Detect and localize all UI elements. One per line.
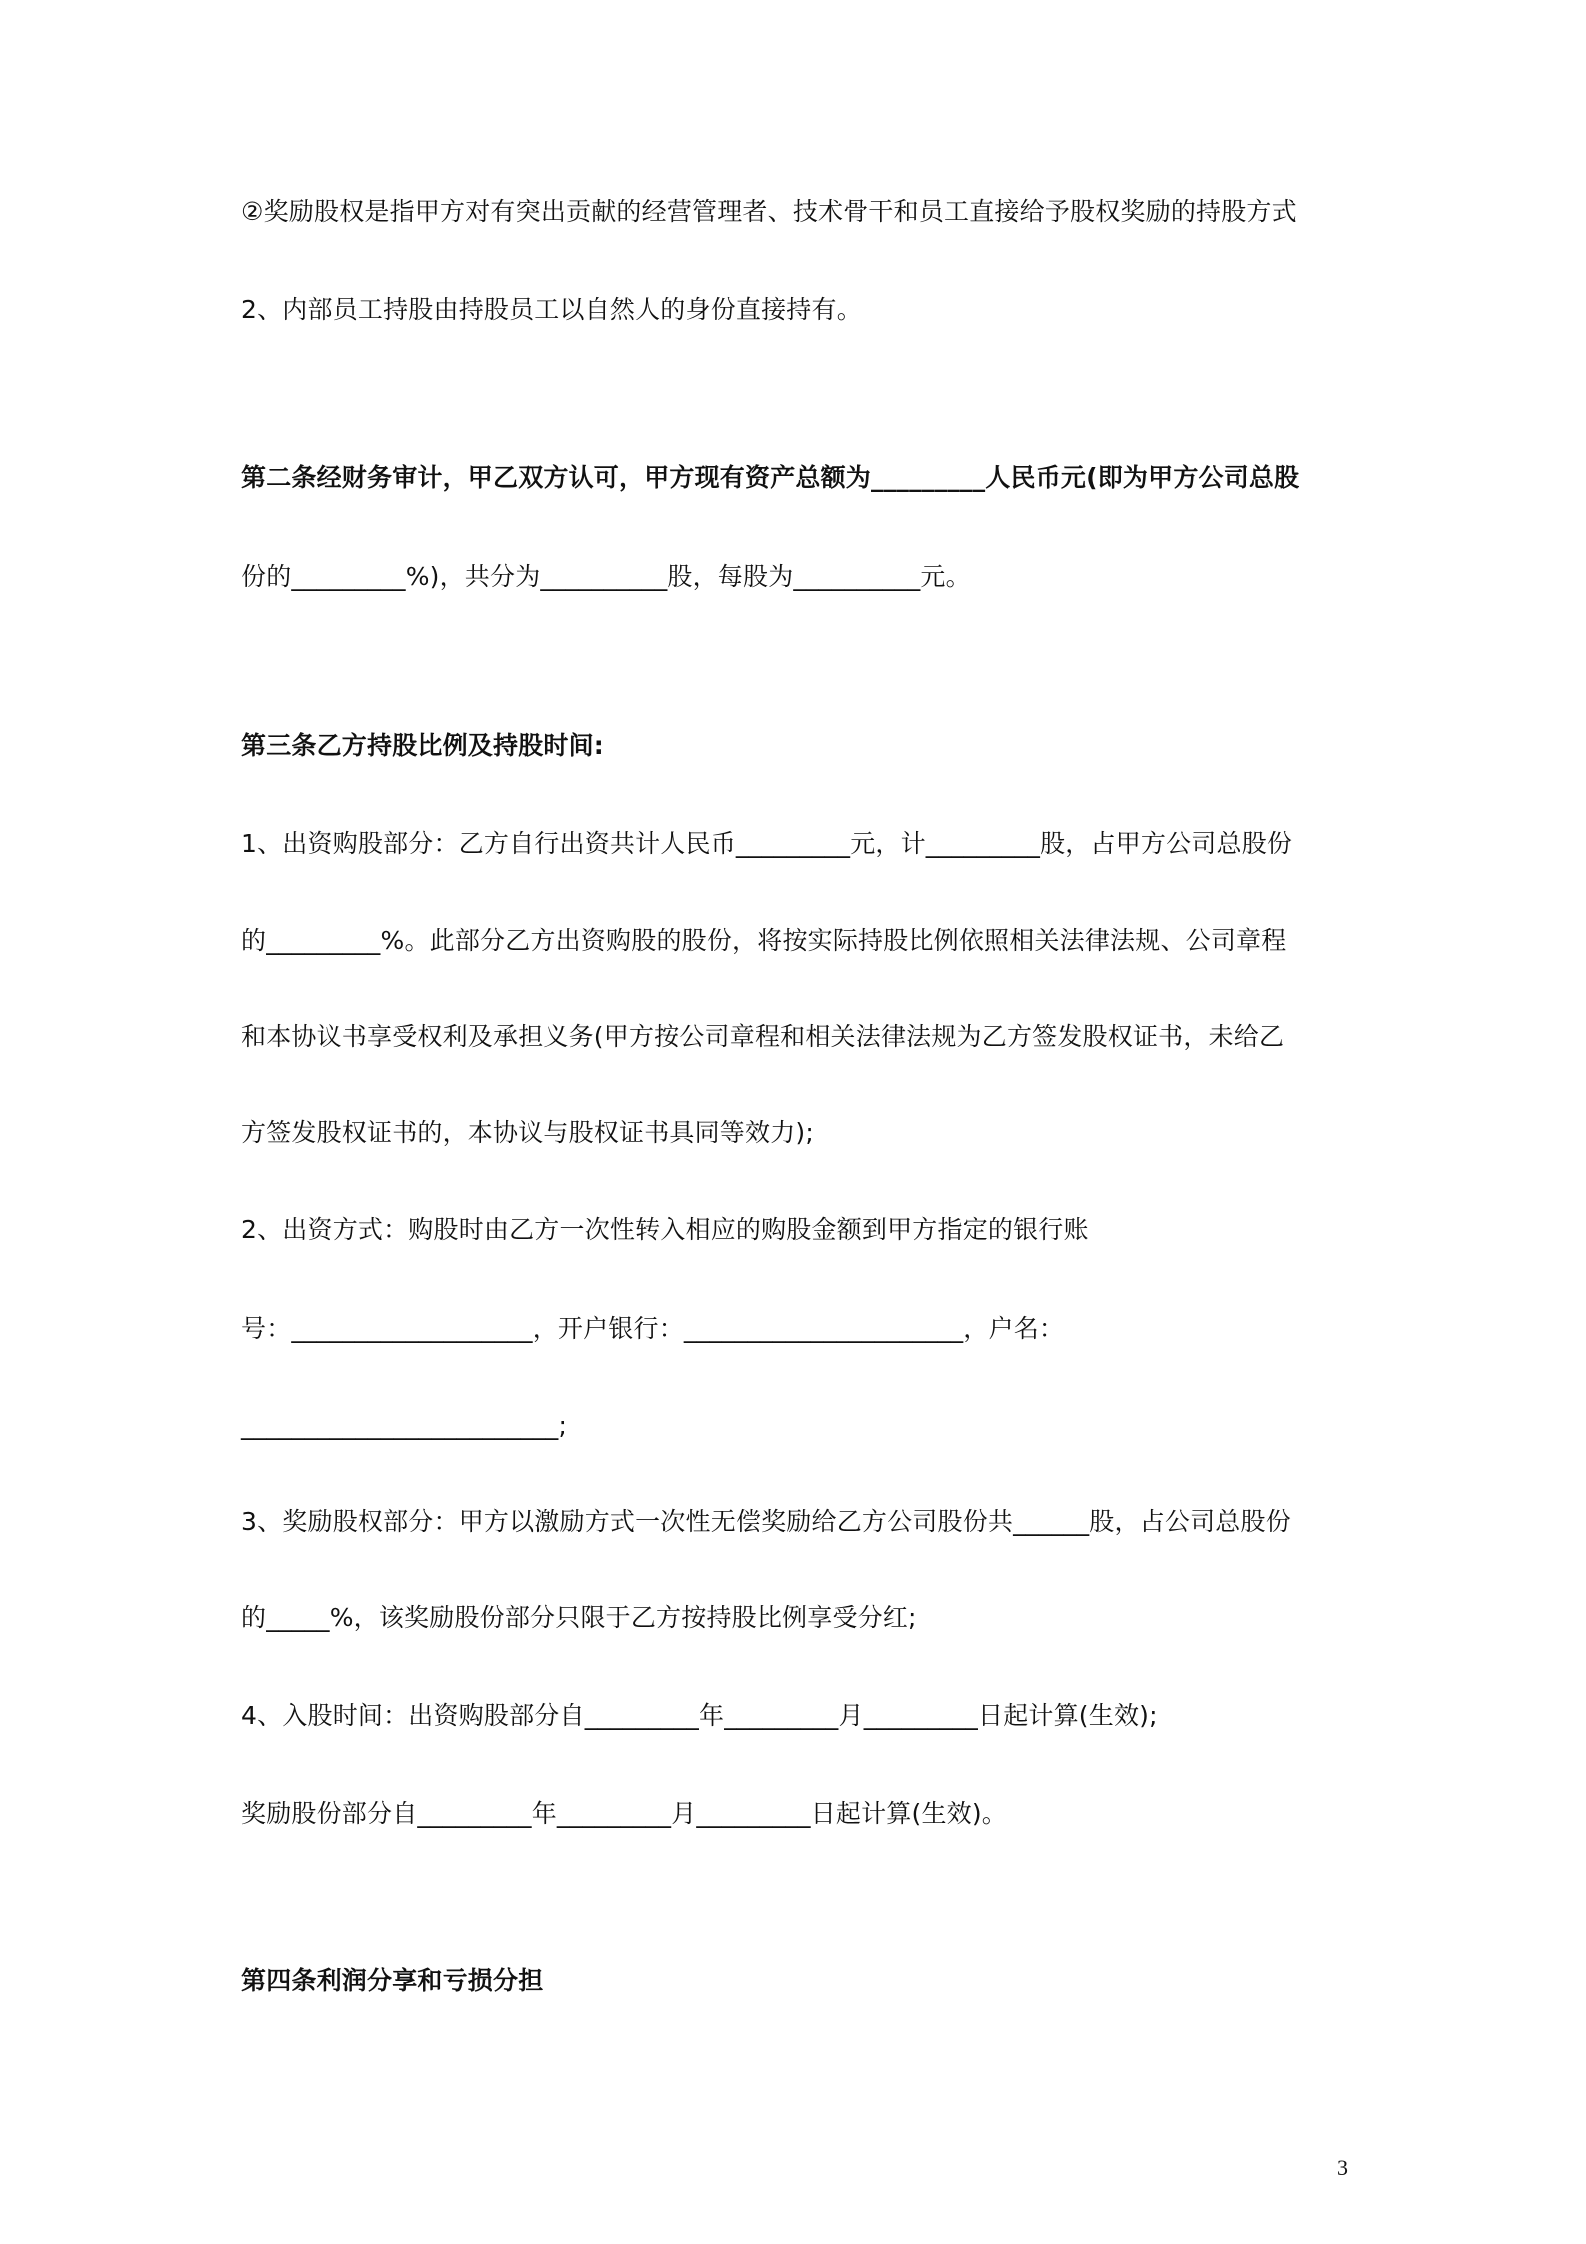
page-number: 3 [1337, 2155, 1348, 2180]
article-3-item-4-line-1: 4、入股时间：出资购股部分自_________年_________月_________日起计算(生效); [241, 1701, 1158, 1730]
article-3-heading: 第三条乙方持股比例及持股时间: [241, 731, 604, 760]
article-4-heading: 第四条利润分享和亏损分担 [241, 1966, 544, 1995]
article-3-item-1-line-3: 和本协议书享受权利及承担义务(甲方按公司章程和相关法律法规为乙方签发股权证书，未给乙 [241, 1022, 1285, 1051]
article-3-item-2-line-3: _________________________; [241, 1411, 568, 1440]
text-line-direct-holding: 2、内部员工持股由持股员工以自然人的身份直接持有。 [241, 295, 862, 324]
article-3-item-2-line-2: 号：___________________，开户银行：______________________，户名： [241, 1314, 1065, 1343]
article-3-item-3-line-1: 3、奖励股权部分：甲方以激励方式一次性无偿奖励给乙方公司股份共______股，占公司总股份 [241, 1507, 1291, 1536]
article-3-item-4-line-2: 奖励股份部分自_________年_________月_________日起计算(生效)。 [241, 1799, 1008, 1828]
article-3-item-1-line-4: 方签发股权证书的，本协议与股权证书具同等效力); [241, 1118, 814, 1147]
article-3-item-1-line-2: 的_________%。此部分乙方出资购股的股份，将按实际持股比例依照相关法律法规、公司章程 [241, 926, 1287, 955]
article-3-item-1-line-1: 1、出资购股部分：乙方自行出资共计人民币_________元，计_________股，占甲方公司总股份 [241, 829, 1293, 858]
text-line-reward-equity-definition: ②奖励股权是指甲方对有突出贡献的经营管理者、技术骨干和员工直接给予股权奖励的持股方式 [241, 197, 1297, 226]
article-2-text-line-1: 第二条经财务审计，甲乙双方认可，甲方现有资产总额为_________人民币元(即为甲方公司总股 [241, 463, 1300, 492]
article-2-text-line-2: 份的_________%)，共分为__________股，每股为__________元。 [241, 562, 971, 591]
article-3-item-2-line-1: 2、出资方式：购股时由乙方一次性转入相应的购股金额到甲方指定的银行账 [241, 1215, 1089, 1244]
article-3-item-3-line-2: 的_____%，该奖励股份部分只限于乙方按持股比例享受分红; [241, 1603, 917, 1632]
